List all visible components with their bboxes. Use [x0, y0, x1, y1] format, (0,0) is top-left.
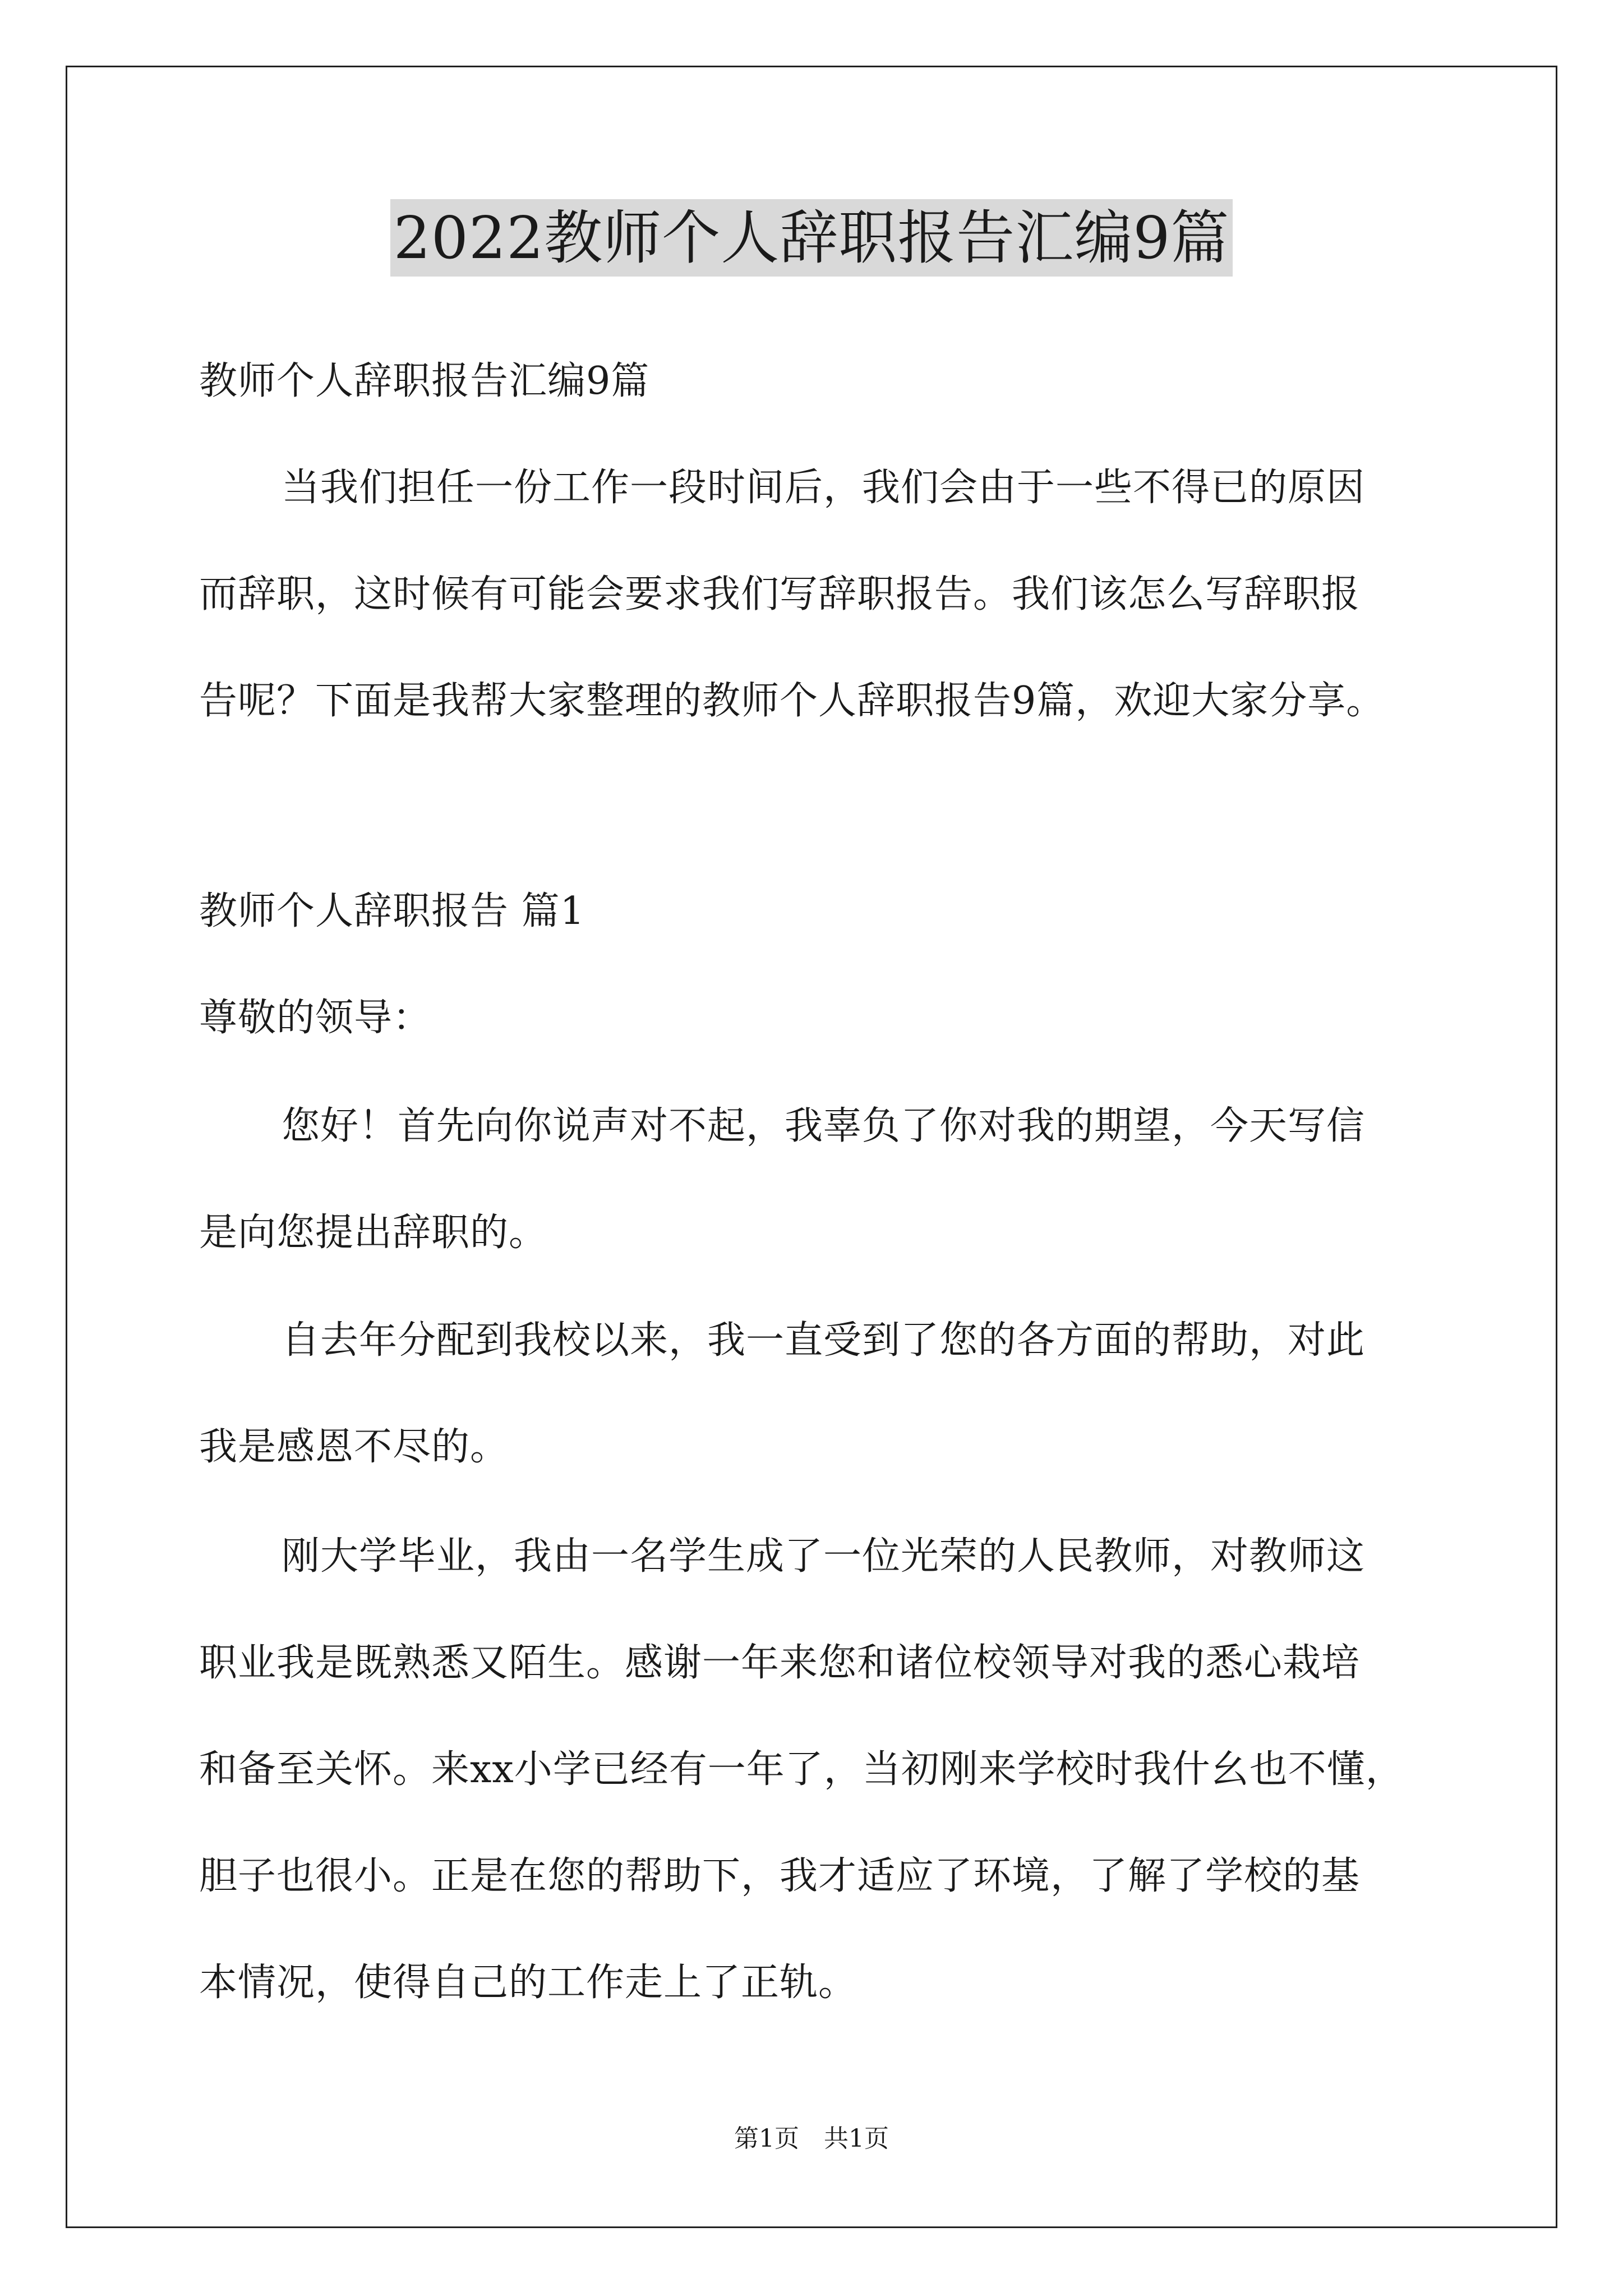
body-line: 而辞职，这时候有可能会要求我们写辞职报告。我们该怎么写辞职报 [199, 572, 1361, 616]
subtitle-line: 教师个人辞职报告汇编9篇 [199, 359, 650, 403]
document-title: 2022教师个人辞职报告汇编9篇 [390, 199, 1233, 277]
body-line: 我是感恩不尽的。 [199, 1425, 509, 1469]
body-line: 告呢？下面是我帮大家整理的教师个人辞职报告9篇，欢迎大家分享。 [199, 679, 1385, 723]
body-line: 本情况，使得自己的工作走上了正轨。 [199, 1961, 857, 2005]
body-line: 是向您提出辞职的。 [199, 1211, 548, 1255]
title-container [0, 199, 1623, 277]
body-line: 刚大学毕业，我由一名学生成了一位光荣的人民教师，对教师这 [282, 1534, 1366, 1579]
body-line: 自去年分配到我校以来，我一直受到了您的各方面的帮助，对此 [282, 1318, 1366, 1363]
salutation: 尊敬的领导： [199, 996, 432, 1040]
body-line: 当我们担任一份工作一段时间后，我们会由于一些不得已的原因 [282, 466, 1366, 510]
body-line: 您好！首先向你说声对不起，我辜负了你对我的期望，今天写信 [282, 1104, 1366, 1148]
body-line: 和备至关怀。来xx小学已经有一年了，当初刚来学校时我什幺也不懂， [199, 1747, 1404, 1792]
body-line: 胆子也很小。正是在您的帮助下，我才适应了环境，了解了学校的基 [199, 1854, 1361, 1898]
page-footer: 第1页 共1页 [734, 2124, 889, 2153]
body-line: 职业我是既熟悉又陌生。感谢一年来您和诸位校领导对我的悉心栽培 [199, 1641, 1361, 1685]
section-heading: 教师个人辞职报告 篇1 [199, 889, 585, 933]
